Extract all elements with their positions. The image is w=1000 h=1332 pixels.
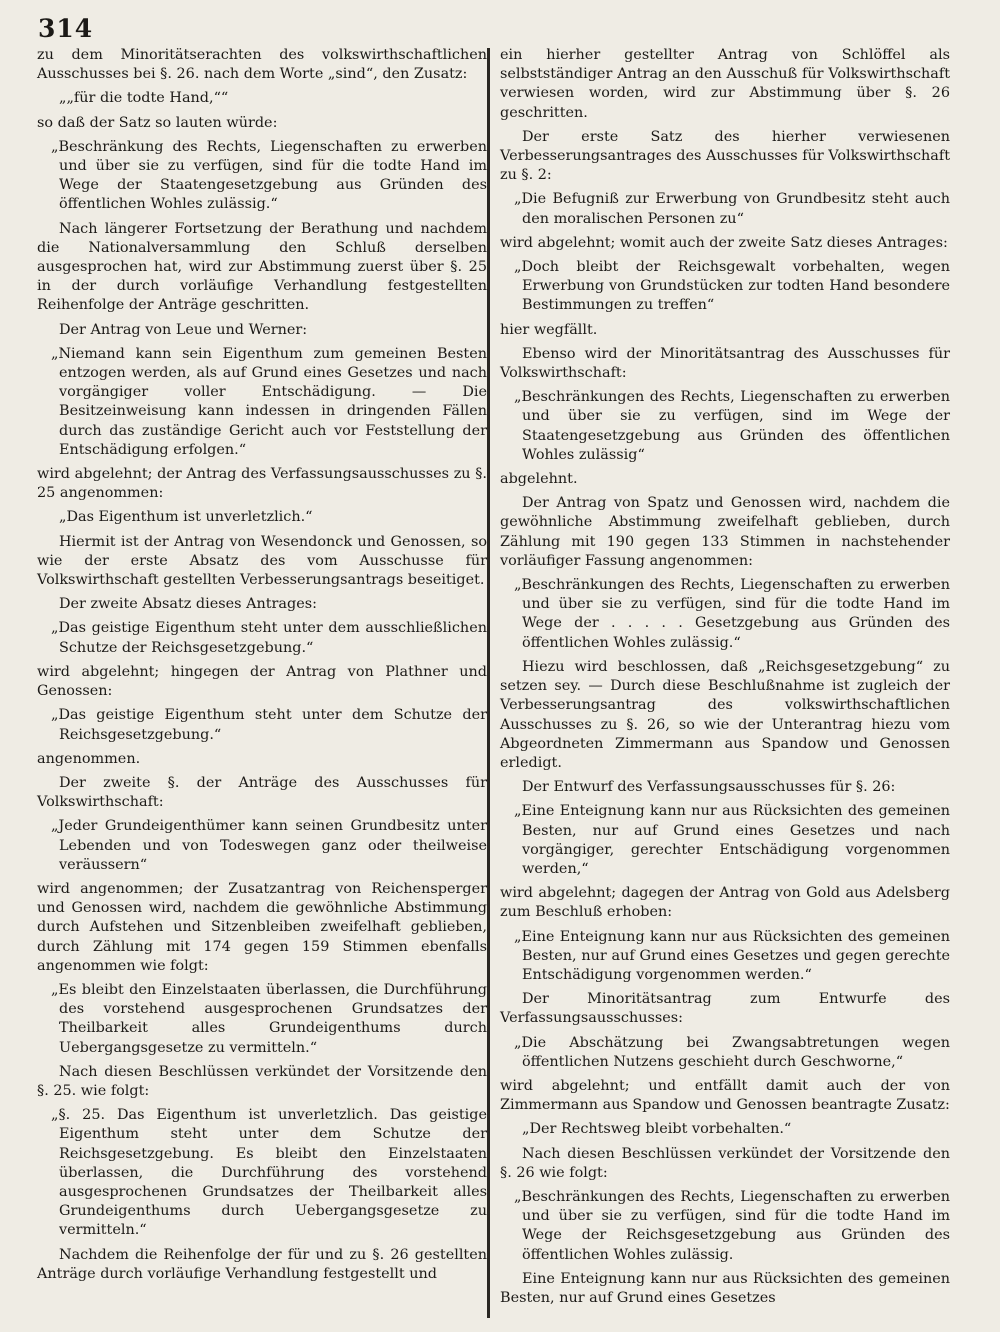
paragraph-zweiter-absatz: Der zweite Absatz dieses Antrages: <box>59 596 317 613</box>
paragraph-reichsgesetzgebung: Hiezu wird beschlossen, daß „Reichsgesetzgebung“ zu setzen sey. — Durch diese Beschlußnahme ist zugleich der Verbesserungsantrag des volkswirthschaftlichen Ausschusses zu §. 26, so wie der Unterantrag hiezu vom Abgeordneten Zimmermann aus Spandow und Genossen erledigt. <box>500 658 950 771</box>
quote-reichsgewalt: „Doch bleibt der Reichsgewalt vorbehalten, wegen Erwerbung von Grundstücken zur todten Hand besondere Bestimmungen zu treffen“ <box>514 259 950 314</box>
paragraph-verkuendet-26: Nach diesen Beschlüssen verkündet der Vorsitzende den §. 26 wie folgt: <box>500 1145 950 1181</box>
quote-rechtsweg: „Der Rechtsweg bleibt vorbehalten.“ <box>522 1121 792 1138</box>
paragraph-reihenfolge-26: Nachdem die Reihenfolge der für und zu §. 26 gestellten Anträge durch vorläufige Verhandlung festgestellt und <box>37 1246 487 1282</box>
paragraph-zweiter-satz: wird abgelehnt; womit auch der zweite Satz dieses Antrages: <box>500 234 948 251</box>
right-column <box>500 46 950 1313</box>
quote-befugniss: „Die Befugniß zur Erwerbung von Grundbesitz steht auch den moralischen Personen zu“ <box>514 191 950 227</box>
quote-einzelstaaten: „Es bleibt den Einzelstaaten überlassen, die Durchführung des vorstehend ausgesprochenen Grundsatzes der Theilbarkeit alles Grundeigenthums durch Uebergangsgesetze zu vermitteln.“ <box>51 981 487 1056</box>
paragraph-enteignung-final: Eine Enteignung kann nur aus Rücksichten des gemeinen Besten, nur auf Grund eines Gesetzes <box>500 1270 950 1306</box>
paragraph-zimmermann: wird abgelehnt; und entfällt damit auch der von Zimmermann aus Spandow und Genossen beantragte Zusatz: <box>500 1077 950 1114</box>
quote-paragraph-26: „Beschränkungen des Rechts, Liegenschaften zu erwerben und über sie zu verfügen, sind für die todte Hand im Wege der Reichsgesetzgebung aus Gründen des öffentlichen Wohles zulässig. <box>514 1188 950 1263</box>
paragraph-gold: wird abgelehnt; dagegen der Antrag von Gold aus Adelsberg zum Beschluß erhoben: <box>500 885 950 921</box>
paragraph-schloeffel: ein hierher gestellter Antrag von Schlöffel als selbstständiger Antrag an den Ausschuß für Volkswirthschaft verwiesen worden, wird zur Abstimmung über §. 26 geschritten. <box>500 47 950 121</box>
page-number: 314 <box>38 14 94 43</box>
paragraph-plathner: wird abgelehnt; hingegen der Antrag von Plathner und Genossen: <box>37 663 487 700</box>
quote-enteignung-1: „Eine Enteignung kann nur aus Rücksichten des gemeinen Besten, nur auf Grund eines Gesetzes und nach vorgängiger, gerechter Entschädigung vorgenommen werden,“ <box>514 803 950 877</box>
paragraph-spatz: Der Antrag von Spatz und Genossen wird, nachdem die gewöhnliche Abstimmung zweifelhaft geblieben, durch Zählung mit 190 gegen 133 Stimmen in nachstehender vorläufiger Fassung angenommen: <box>500 495 950 569</box>
quote-zusatz: „„für die todte Hand,““ <box>59 90 229 107</box>
quote-geschworne: „Die Abschätzung bei Zwangsabtretungen wegen öffentlichen Nutzens geschieht durch Geschworne,“ <box>514 1034 950 1070</box>
column-divider <box>487 48 490 1318</box>
paragraph-erster-satz: Der erste Satz des hierher verwiesenen Verbesserungsantrages des Ausschusses für Volkswirthschaft zu §. 2: <box>500 128 950 184</box>
quote-enteignung-2: „Eine Enteignung kann nur aus Rücksichten des gemeinen Besten, nur auf Grund eines Gesetzes und gegen gerechte Entschädigung vorgenommen werden.“ <box>514 928 950 983</box>
quote-satz: „Beschränkung des Rechts, Liegenschaften zu erwerben und über sie zu verfügen, sind für die todte Hand im Wege der Staatengesetzgebung aus Gründen des öffentlichen Wohles zulässig.“ <box>51 138 487 213</box>
paragraph-angenommen: angenommen. <box>37 750 141 767</box>
paragraph-zweiter-paragraph: Der zweite §. der Anträge des Ausschusses für Volkswirthschaft: <box>37 774 487 811</box>
paragraph-wegfaellt: hier wegfällt. <box>500 321 598 338</box>
quote-geistig: „Das geistige Eigenthum steht unter dem Schutze der Reichsgesetzgebung.“ <box>51 707 487 743</box>
paragraph-beratung: Nach längerer Fortsetzung der Berathung und nachdem die Nationalversammlung den Schluß derselben ausgesprochen hat, wird zur Abstimmung zuerst über §. 25 in der durch vorläufige Verhandlung festgestellten Reihenfolge der Anträge geschritten. <box>37 220 487 314</box>
paragraph-minoritaet-entwurf: Der Minoritätsantrag zum Entwurfe des Verfassungsausschusses: <box>500 991 950 1027</box>
paragraph-label: so daß der Satz so lauten würde: <box>37 114 278 131</box>
quote-beschraenkungen-2: „Beschränkungen des Rechts, Liegenschaften zu erwerben und über sie zu verfügen, sind für die todte Hand im Wege der . . . . . Gesetzgebung aus Gründen des öffentlichen Wohles zulässig.“ <box>514 577 950 651</box>
paragraph-abgelehnt-2: abgelehnt. <box>500 471 578 488</box>
paragraph-abgelehnt-1: wird abgelehnt; der Antrag des Verfassungsausschusses zu §. 25 angenommen: <box>37 466 487 502</box>
left-column <box>37 46 487 1289</box>
paragraph-continuation: zu dem Minoritätserachten des volkswirthschaftlichen Ausschusses bei §. 26. nach dem Worte „sind“, den Zusatz: <box>37 47 487 83</box>
paragraph-antrag-leue: Der Antrag von Leue und Werner: <box>59 321 308 338</box>
quote-paragraph-25: „§. 25. Das Eigenthum ist unverletzlich. Das geistige Eigenthum steht unter dem Schutze der Reichsgesetzgebung. Es bleibt den Einzelstaaten überlassen, die Durchführung des vorstehend ausgesprochenen Grundsatzes der Theilbarkeit alles Grundeigenthums durch Uebergangsgesetze zu vermitteln.“ <box>51 1107 487 1239</box>
quote-geistig-ausschl: „Das geistige Eigenthum steht unter dem ausschließlichen Schutze der Reichsgesetzgebung.“ <box>51 620 487 656</box>
paragraph-entwurf-26: Der Entwurf des Verfassungsausschusses für §. 26: <box>522 779 896 796</box>
paragraph-wesendonck: Hiermit ist der Antrag von Wesendonck und Genossen, so wie der erste Absatz des vom Ausschusse für Volkswirthschaft gestellten Verbesserungsantrags beseitiget. <box>37 533 487 589</box>
paragraph-verkuendet-25: Nach diesen Beschlüssen verkündet der Vorsitzende den §. 25. wie folgt: <box>37 1063 487 1099</box>
paragraph-minoritaet: Ebenso wird der Minoritätsantrag des Ausschusses für Volkswirthschaft: <box>500 345 950 382</box>
quote-grundeigenthuemer: „Jeder Grundeigenthümer kann seinen Grundbesitz unter Lebenden und von Todeswegen ganz oder theilweise veräussern“ <box>51 818 487 873</box>
quote-eigenthum: „Das Eigenthum ist unverletzlich.“ <box>59 509 313 526</box>
paragraph-reichensperger: wird angenommen; der Zusatzantrag von Reichensperger und Genossen wird, nachdem die gewöhnliche Abstimmung durch Aufstehen und Sitzenbleiben zweifelhaft geblieben, durch Zählung mit 174 gegen 159 Stimmen ebenfalls angenommen wie folgt: <box>37 880 487 974</box>
quote-beschraenkungen-1: „Beschränkungen des Rechts, Liegenschaften zu erwerben und über sie zu verfügen, sind im Wege der Staatengesetzgebung aus Gründen des öffentlichen Wohles zulässig“ <box>514 389 950 463</box>
quote-leue: „Niemand kann sein Eigenthum zum gemeinen Besten entzogen werden, als auf Grund eines Gesetzes und nach vorgängiger voller Entschädigung. — Die Besitzeinweisung kann indessen in dringenden Fällen durch das zuständige Gericht auch vor Feststellung der Entschädigung erfolgen.“ <box>51 345 487 458</box>
